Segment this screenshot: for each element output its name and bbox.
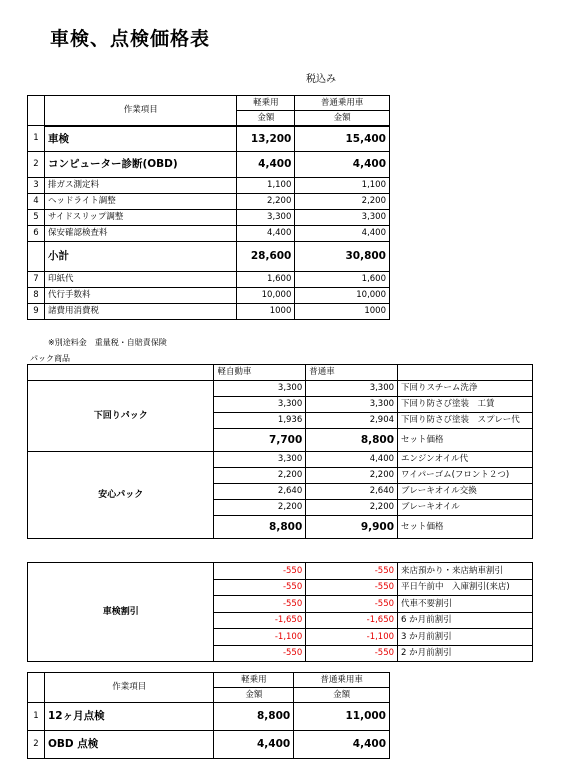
work-item-name: サイドスリップ調整 [44, 210, 237, 226]
normal-price: 2,200 [306, 468, 398, 484]
kei-price: 1,600 [237, 272, 295, 288]
page-title: 車検、点検価格表 [50, 28, 211, 50]
row-number: 4 [28, 194, 45, 210]
kei-discount: -1,100 [214, 629, 306, 646]
kei-price: 2,200 [214, 500, 306, 516]
normal-price: 1,600 [295, 272, 390, 288]
work-item-name: 排ガス測定料 [44, 178, 237, 194]
normal-discount: -550 [306, 596, 398, 613]
kei-price: 3,300 [214, 452, 306, 468]
kei-discount: -1,650 [214, 612, 306, 629]
row-number: 1 [28, 126, 45, 152]
table-row [28, 731, 390, 759]
normal-price: 2,904 [306, 413, 398, 429]
normal-price: 3,300 [306, 381, 398, 397]
normal-price: 3,300 [306, 397, 398, 413]
normal-price: 4,400 [306, 452, 398, 468]
kei-price: 13,200 [237, 126, 295, 152]
column-header-futsu: 普通乗用車 [295, 96, 390, 111]
normal-price: 4,400 [295, 152, 390, 178]
column-header-kei: 軽乗用 [237, 96, 295, 111]
set-price-label: セット価格 [398, 429, 533, 452]
normal-price: 30,800 [295, 242, 390, 272]
column-header-item: 作業項目 [44, 96, 237, 126]
kei-price: 2,200 [214, 468, 306, 484]
discount-description: 6 か月前割引 [398, 612, 533, 629]
kei-price: 4,400 [237, 152, 295, 178]
discount-description: 3 か月前割引 [398, 629, 533, 646]
table-row [28, 210, 390, 226]
kei-price: 10,000 [237, 288, 295, 304]
work-item-name: コンピューター診断(OBD) [44, 152, 237, 178]
row-number: 8 [28, 288, 45, 304]
table-row [28, 242, 390, 272]
row-number: 5 [28, 210, 45, 226]
kei-discount: -550 [214, 645, 306, 662]
column-header-item: 作業項目 [44, 673, 213, 703]
work-item-name: ヘッドライト調整 [44, 194, 237, 210]
table-row [28, 178, 390, 194]
table-row [28, 304, 390, 320]
column-header-normal-car: 普通車 [306, 365, 398, 381]
table-row [28, 381, 533, 397]
discount-description: 来店預かり・来店納車割引 [398, 563, 533, 580]
table-row [28, 226, 390, 242]
normal-discount: -550 [306, 645, 398, 662]
discount-description: 代車不要割引 [398, 596, 533, 613]
discount-description: 平日午前中 入庫割引(来店) [398, 579, 533, 596]
item-description: ワイパーゴム(フロント２つ) [398, 468, 533, 484]
kei-price: 3,300 [214, 397, 306, 413]
normal-price: 4,400 [294, 731, 390, 759]
work-item-name: 諸費用消費税 [44, 304, 237, 320]
pack-products-label: パック商品 [30, 354, 70, 363]
normal-price: 11,000 [294, 703, 390, 731]
table-row [28, 288, 390, 304]
normal-price: 15,400 [295, 126, 390, 152]
kei-price: 3,300 [214, 381, 306, 397]
column-header-amount: 金額 [237, 111, 295, 126]
normal-discount: -1,100 [306, 629, 398, 646]
kei-price: 1,936 [214, 413, 306, 429]
kei-price: 1000 [237, 304, 295, 320]
normal-price: 4,400 [295, 226, 390, 242]
separate-fee-note: ※別途料金 重量税・自賠責保険 [48, 338, 167, 347]
kei-price: 28,600 [237, 242, 295, 272]
work-item-name: OBD 点検 [44, 731, 213, 759]
column-header-amount: 金額 [294, 688, 390, 703]
normal-price: 2,200 [295, 194, 390, 210]
row-number: 1 [28, 703, 45, 731]
work-item-name: 車検 [44, 126, 237, 152]
item-description: エンジンオイル代 [398, 452, 533, 468]
kei-price: 8,800 [214, 703, 294, 731]
item-description: ブレーキオイル交換 [398, 484, 533, 500]
pack-price-table [27, 364, 533, 539]
pack-name: 安心パック [28, 452, 214, 539]
kei-price: 2,640 [214, 484, 306, 500]
kei-set-price: 7,700 [214, 429, 306, 452]
discount-name: 車検割引 [28, 563, 214, 662]
kei-discount: -550 [214, 596, 306, 613]
item-description: 下回りスチーム洗浄 [398, 381, 533, 397]
row-number: 9 [28, 304, 45, 320]
kei-price: 4,400 [214, 731, 294, 759]
kei-price: 1,100 [237, 178, 295, 194]
normal-discount: -1,650 [306, 612, 398, 629]
work-item-name: 12ヶ月点検 [44, 703, 213, 731]
normal-price: 3,300 [295, 210, 390, 226]
discount-description: 2 か月前割引 [398, 645, 533, 662]
table-row [28, 152, 390, 178]
kei-discount: -550 [214, 579, 306, 596]
row-number: 2 [28, 731, 45, 759]
column-header-amount: 金額 [295, 111, 390, 126]
normal-price: 2,200 [306, 500, 398, 516]
row-number: 6 [28, 226, 45, 242]
table-row [28, 126, 390, 152]
set-price-label: セット価格 [398, 516, 533, 539]
normal-price: 1000 [295, 304, 390, 320]
row-number: 2 [28, 152, 45, 178]
kei-price: 4,400 [237, 226, 295, 242]
kei-discount: -550 [214, 563, 306, 580]
column-header-amount: 金額 [214, 688, 294, 703]
work-item-name: 保安確認検査料 [44, 226, 237, 242]
normal-discount: -550 [306, 563, 398, 580]
column-header-futsu: 普通乗用車 [294, 673, 390, 688]
normal-price: 1,100 [295, 178, 390, 194]
normal-discount: -550 [306, 579, 398, 596]
work-item-name: 代行手数料 [44, 288, 237, 304]
tax-included-label: 税込み [306, 74, 336, 85]
work-item-name: 印紙代 [44, 272, 237, 288]
pack-name: 下回りパック [28, 381, 214, 452]
row-number: 3 [28, 178, 45, 194]
row-number [28, 242, 45, 272]
column-header-kei: 軽乗用 [214, 673, 294, 688]
table-row [28, 272, 390, 288]
normal-price: 10,000 [295, 288, 390, 304]
periodic-inspection-table [27, 672, 390, 759]
normal-set-price: 9,900 [306, 516, 398, 539]
inspection-price-table [27, 95, 390, 320]
discount-table [27, 562, 533, 662]
table-row [28, 194, 390, 210]
table-header-row [28, 96, 390, 111]
item-description: 下回り防さび塗装 スプレー代 [398, 413, 533, 429]
kei-price: 3,300 [237, 210, 295, 226]
item-description: ブレーキオイル [398, 500, 533, 516]
table-row [28, 452, 533, 468]
table-row [28, 703, 390, 731]
kei-price: 2,200 [237, 194, 295, 210]
normal-price: 2,640 [306, 484, 398, 500]
table-header-row [28, 673, 390, 688]
kei-set-price: 8,800 [214, 516, 306, 539]
column-header-kei-car: 軽自動車 [214, 365, 306, 381]
row-number: 7 [28, 272, 45, 288]
table-header-row [28, 365, 533, 381]
normal-set-price: 8,800 [306, 429, 398, 452]
table-row [28, 563, 533, 580]
item-description: 下回り防さび塗装 工賃 [398, 397, 533, 413]
work-item-name: 小計 [44, 242, 237, 272]
